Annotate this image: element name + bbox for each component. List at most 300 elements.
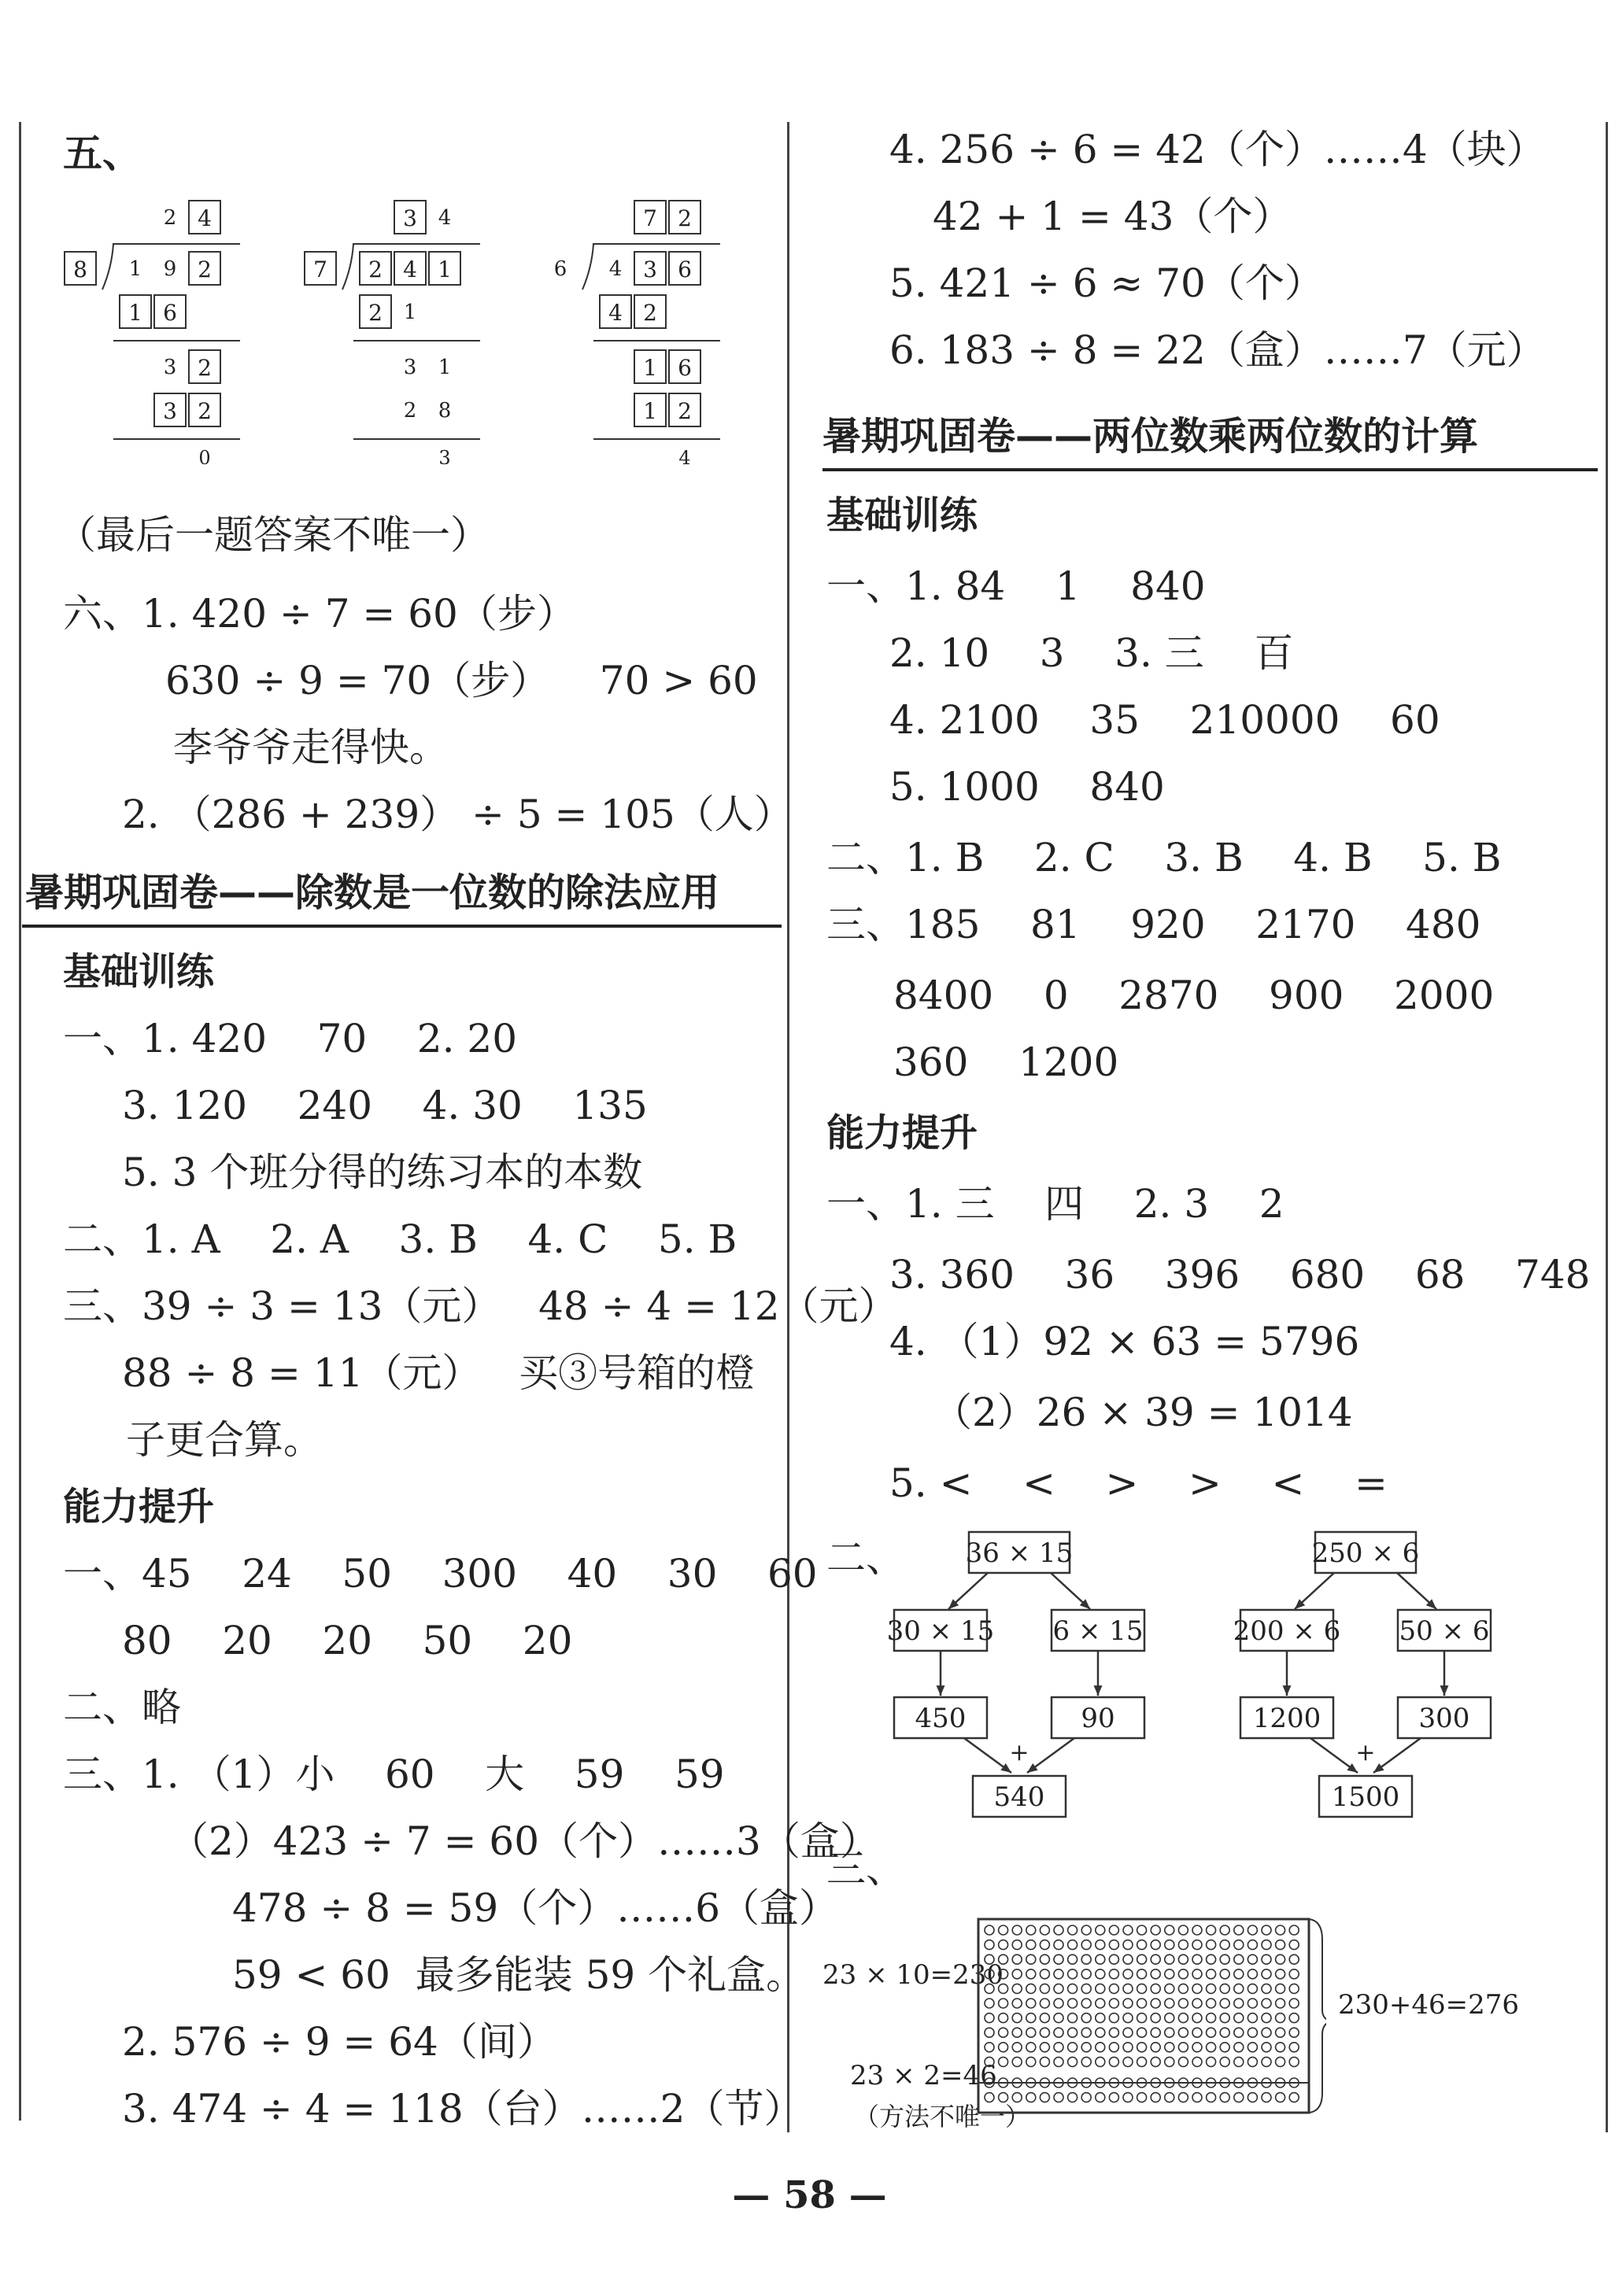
dot bbox=[1109, 1940, 1118, 1950]
dot bbox=[1096, 1969, 1105, 1979]
left-basic-4: 二、1. A 2. A 3. B 4. C 5. B bbox=[63, 1216, 737, 1262]
dot bbox=[999, 1969, 1008, 1979]
left-ability-2: 80 20 20 50 20 bbox=[122, 1618, 573, 1663]
div1-quotient-1: 4 bbox=[438, 206, 452, 230]
dot bbox=[1040, 2093, 1049, 2102]
dot bbox=[1276, 2043, 1285, 2052]
left-basic-3: 5. 3 个班分得的练习本的本数 bbox=[122, 1150, 643, 1195]
dot bbox=[1289, 1984, 1299, 1993]
left-basic-6: 88 ÷ 8 = 11（元） 买③号箱的橙 bbox=[122, 1350, 756, 1396]
dot bbox=[1262, 1940, 1271, 1950]
dot bbox=[1012, 1999, 1022, 2008]
dot bbox=[1109, 2043, 1118, 2052]
dot bbox=[1096, 2093, 1105, 2102]
dot bbox=[1276, 2028, 1285, 2037]
dot bbox=[1289, 1925, 1299, 1935]
dot bbox=[1123, 2028, 1133, 2037]
dot bbox=[1054, 2057, 1063, 2066]
div2-dividend-0: 4 bbox=[608, 257, 623, 281]
dot bbox=[1165, 1955, 1174, 1964]
dot bbox=[1178, 1999, 1188, 2008]
dot bbox=[1137, 1999, 1147, 2008]
dot bbox=[1248, 2057, 1257, 2066]
dot bbox=[1192, 2028, 1202, 2037]
dot bbox=[1081, 2014, 1091, 2023]
dot bbox=[1137, 1925, 1147, 1935]
div0-dividend-2: 2 bbox=[198, 257, 212, 282]
div1-dividend-1: 4 bbox=[403, 257, 417, 282]
dot bbox=[1234, 1940, 1244, 1950]
dot bbox=[1276, 1940, 1285, 1950]
dot-label-top: 23 × 10=230 bbox=[822, 1959, 1004, 1991]
dot bbox=[1207, 1940, 1216, 1950]
section-5-label: 五、 bbox=[63, 130, 142, 176]
dot bbox=[1248, 2043, 1257, 2052]
dot bbox=[1040, 1940, 1049, 1950]
dot bbox=[1248, 1925, 1257, 1935]
tree1-left: 200 × 6 bbox=[1233, 1615, 1341, 1647]
dot bbox=[1289, 1940, 1299, 1950]
left-basic-1: 一、1. 420 70 2. 20 bbox=[63, 1016, 518, 1061]
right-ability-1: 一、1. 三 四 2. 3 2 bbox=[826, 1181, 1284, 1227]
dot bbox=[985, 1999, 994, 2008]
tree0-sum: 540 bbox=[993, 1781, 1045, 1813]
sec6-line-2: 630 ÷ 9 = 70（步） 70 > 60 bbox=[165, 658, 758, 703]
right-ability-4: （2）26 × 39 = 1014 bbox=[933, 1390, 1353, 1435]
dot bbox=[1068, 1925, 1077, 1935]
dot bbox=[1220, 1955, 1229, 1964]
dot bbox=[1151, 1999, 1160, 2008]
dot bbox=[1109, 1999, 1118, 2008]
page-number: — 58 — bbox=[732, 2173, 887, 2217]
dot bbox=[1207, 2014, 1216, 2023]
dot bbox=[1178, 2043, 1188, 2052]
dot-array-diagram bbox=[972, 1916, 1326, 2128]
dot bbox=[1151, 1940, 1160, 1950]
right-basic-8: 360 1200 bbox=[893, 1039, 1119, 1085]
section-3-note: （方法不唯一） bbox=[854, 2102, 1031, 2132]
dot bbox=[1151, 2093, 1160, 2102]
dot bbox=[1054, 2093, 1063, 2102]
dot bbox=[1137, 2028, 1147, 2037]
dot bbox=[999, 1955, 1008, 1964]
right-ability-3: 4. （1）92 × 63 = 5796 bbox=[889, 1319, 1360, 1364]
right-top-2: 42 + 1 = 43（个） bbox=[933, 194, 1292, 239]
dot bbox=[1276, 1969, 1285, 1979]
div2-subtract2-0: 1 bbox=[643, 398, 657, 424]
left-margin-rule bbox=[19, 122, 21, 2121]
dot bbox=[1289, 1955, 1299, 1964]
left-basic-title: 基础训练 bbox=[63, 950, 215, 994]
div1-subtract1-1: 1 bbox=[403, 301, 417, 324]
dot bbox=[1248, 1955, 1257, 1964]
dot bbox=[1123, 1984, 1133, 1993]
dot bbox=[1123, 1999, 1133, 2008]
left-basic-7: 子更合算。 bbox=[126, 1417, 323, 1463]
dot bbox=[1151, 2014, 1160, 2023]
dot bbox=[1220, 2057, 1229, 2066]
dot bbox=[1081, 1955, 1091, 1964]
dot bbox=[1248, 2014, 1257, 2023]
dot bbox=[1012, 1984, 1022, 1993]
dot bbox=[1081, 2043, 1091, 2052]
dot bbox=[1220, 2028, 1229, 2037]
dot bbox=[1068, 1984, 1077, 1993]
dot bbox=[1165, 2028, 1174, 2037]
div1-subtract2-0: 2 bbox=[403, 399, 417, 423]
dot bbox=[1262, 1955, 1271, 1964]
dot bbox=[1040, 1984, 1049, 1993]
dot bbox=[1234, 2028, 1244, 2037]
dot bbox=[1178, 1984, 1188, 1993]
div2-subtract1-1: 2 bbox=[643, 300, 657, 326]
div0-dividend-1: 9 bbox=[163, 257, 177, 281]
dot bbox=[1054, 1969, 1063, 1979]
dot bbox=[1276, 1955, 1285, 1964]
div1-remainder-step-0: 3 bbox=[403, 356, 417, 379]
dot bbox=[1012, 2028, 1022, 2037]
dot bbox=[985, 1984, 994, 1993]
dot bbox=[1262, 2028, 1271, 2037]
dot bbox=[1096, 2057, 1105, 2066]
dot bbox=[1289, 2043, 1299, 2052]
dot bbox=[1276, 1925, 1285, 1935]
div2-subtract1-0: 4 bbox=[608, 300, 623, 326]
dot bbox=[999, 2028, 1008, 2037]
dot bbox=[1026, 2043, 1036, 2052]
right-section-title: 暑期巩固卷——两位数乘两位数的计算 bbox=[822, 414, 1479, 459]
dot bbox=[1178, 2093, 1188, 2102]
dot bbox=[1234, 1969, 1244, 1979]
dot bbox=[1137, 1969, 1147, 1979]
dot bbox=[1054, 2028, 1063, 2037]
div2-dividend-1: 3 bbox=[643, 257, 657, 282]
dot bbox=[1054, 2043, 1063, 2052]
dot bbox=[1289, 2057, 1299, 2066]
dot-label-bottom: 23 × 2=46 bbox=[850, 2060, 997, 2091]
dot bbox=[1178, 1955, 1188, 1964]
dot bbox=[1096, 1999, 1105, 2008]
dot bbox=[999, 2057, 1008, 2066]
right-top-1: 4. 256 ÷ 6 = 42（个）……4（块） bbox=[889, 127, 1546, 172]
dot bbox=[1026, 2014, 1036, 2023]
div0-subtract1-0: 1 bbox=[128, 300, 142, 326]
left-basic-5: 三、39 ÷ 3 = 13（元） 48 ÷ 4 = 12（元） bbox=[63, 1283, 898, 1329]
dot bbox=[1207, 2093, 1216, 2102]
dot bbox=[1123, 1940, 1133, 1950]
dot bbox=[985, 1955, 994, 1964]
dot bbox=[1068, 2043, 1077, 2052]
dot bbox=[985, 2043, 994, 2052]
div2-quotient-1: 2 bbox=[678, 205, 692, 231]
dot bbox=[985, 2014, 994, 2023]
dot bbox=[1192, 1925, 1202, 1935]
tree0-arrow-right-down-head bbox=[1094, 1685, 1103, 1696]
left-ability-6: 478 ÷ 8 = 59（个）……6（盒） bbox=[232, 1885, 839, 1931]
dot bbox=[1262, 2093, 1271, 2102]
div2-remainder-step-0: 1 bbox=[643, 355, 657, 381]
dot bbox=[985, 1925, 994, 1935]
left-ability-5: （2）423 ÷ 7 = 60（个）……3（盒） bbox=[169, 1818, 879, 1864]
left-ability-9: 3. 474 ÷ 4 = 118（台）……2（节） bbox=[122, 2086, 804, 2132]
right-basic-title: 基础训练 bbox=[826, 493, 978, 537]
dot bbox=[1262, 1999, 1271, 2008]
div0-dividend-0: 1 bbox=[128, 257, 142, 281]
dot bbox=[1109, 1969, 1118, 1979]
dot bbox=[1192, 2014, 1202, 2023]
right-top-4: 6. 183 ÷ 8 = 22（盒）……7（元） bbox=[889, 327, 1546, 373]
dot bbox=[1220, 1940, 1229, 1950]
dot bbox=[1040, 2028, 1049, 2037]
dot bbox=[1040, 2014, 1049, 2023]
dot bbox=[1026, 2093, 1036, 2102]
dot bbox=[1040, 1969, 1049, 1979]
div1-quotient-0: 3 bbox=[403, 205, 417, 231]
dot bbox=[1207, 2057, 1216, 2066]
left-ability-4: 三、1. （1）小 60 大 59 59 bbox=[63, 1752, 725, 1797]
dot bbox=[1137, 2014, 1147, 2023]
dot bbox=[1220, 1925, 1229, 1935]
dot bbox=[1026, 2028, 1036, 2037]
dot bbox=[1123, 1969, 1133, 1979]
dot bbox=[1165, 2093, 1174, 2102]
dot bbox=[999, 1940, 1008, 1950]
div1-remainder: 3 bbox=[438, 447, 451, 464]
dot bbox=[1234, 2014, 1244, 2023]
dot bbox=[999, 1984, 1008, 1993]
right-ability-5: 5. < < > > < = bbox=[889, 1460, 1388, 1506]
dot bbox=[1068, 2028, 1077, 2037]
left-ability-7: 59 < 60 最多能装 59 个礼盒。 bbox=[232, 1952, 806, 1998]
dot bbox=[1012, 2043, 1022, 2052]
dot bbox=[1012, 2014, 1022, 2023]
dot bbox=[1192, 2043, 1202, 2052]
dot bbox=[1192, 1940, 1202, 1950]
dot bbox=[985, 2057, 994, 2066]
dot bbox=[1262, 2057, 1271, 2066]
div1-dividend-2: 1 bbox=[438, 257, 452, 282]
dot bbox=[1151, 2043, 1160, 2052]
dot bbox=[1165, 1999, 1174, 2008]
dot bbox=[1123, 2057, 1133, 2066]
dot bbox=[1192, 1984, 1202, 1993]
dot bbox=[1192, 1955, 1202, 1964]
dot bbox=[1276, 1984, 1285, 1993]
dot bbox=[1207, 1984, 1216, 1993]
dot bbox=[1207, 1955, 1216, 1964]
dot bbox=[1234, 1999, 1244, 2008]
div2-divisor: 6 bbox=[553, 257, 567, 281]
div2-subtract2-1: 2 bbox=[678, 398, 692, 424]
dot bbox=[1151, 2057, 1160, 2066]
dot bbox=[1178, 1925, 1188, 1935]
div0-remainder-step-0: 3 bbox=[163, 356, 177, 379]
dot bbox=[1123, 1955, 1133, 1964]
dot bbox=[985, 2093, 994, 2102]
dot bbox=[985, 2028, 994, 2037]
dot bbox=[1068, 2014, 1077, 2023]
dot bbox=[1178, 1940, 1188, 1950]
dot bbox=[1081, 1940, 1091, 1950]
dot bbox=[1096, 1940, 1105, 1950]
dot bbox=[1262, 2014, 1271, 2023]
dot bbox=[1040, 1955, 1049, 1964]
dot bbox=[1220, 1999, 1229, 2008]
dot bbox=[1068, 1969, 1077, 1979]
dot bbox=[1081, 1999, 1091, 2008]
dot bbox=[1289, 2028, 1299, 2037]
dot bbox=[1096, 2014, 1105, 2023]
dot bbox=[999, 2014, 1008, 2023]
tree0-left-value: 450 bbox=[915, 1703, 967, 1734]
dot bbox=[1248, 1999, 1257, 2008]
dot bbox=[985, 1969, 994, 1979]
dot bbox=[1012, 1969, 1022, 1979]
dot bbox=[1207, 1999, 1216, 2008]
dot bbox=[1137, 2057, 1147, 2066]
dot bbox=[1096, 2043, 1105, 2052]
dot bbox=[1054, 1999, 1063, 2008]
dot bbox=[1165, 2014, 1174, 2023]
right-sec2-label: 二、 bbox=[826, 1535, 905, 1581]
dot bbox=[1054, 1925, 1063, 1935]
div1-dividend-0: 2 bbox=[368, 257, 383, 282]
sec6-line-1: 六、1. 420 ÷ 7 = 60（步） bbox=[63, 591, 576, 637]
dot bbox=[1012, 1940, 1022, 1950]
right-brace bbox=[1309, 1919, 1326, 2113]
div0-quotient-0: 2 bbox=[163, 206, 177, 230]
dot bbox=[1109, 2057, 1118, 2066]
dot bbox=[999, 1925, 1008, 1935]
dot bbox=[1026, 1925, 1036, 1935]
dot bbox=[1026, 2057, 1036, 2066]
dot bbox=[1207, 1925, 1216, 1935]
dot bbox=[1081, 1969, 1091, 1979]
div2-remainder: 4 bbox=[678, 447, 691, 464]
div0-subtract1-1: 6 bbox=[163, 300, 177, 326]
dot bbox=[985, 1940, 994, 1950]
dot bbox=[1262, 2043, 1271, 2052]
dot bbox=[999, 2043, 1008, 2052]
right-sec3-label: 三、 bbox=[826, 1846, 905, 1892]
div2-remainder-step-1: 6 bbox=[678, 355, 692, 381]
div1-remainder-step-1: 1 bbox=[438, 356, 452, 379]
dot bbox=[1068, 1940, 1077, 1950]
dot bbox=[1109, 2093, 1118, 2102]
div1-divisor: 7 bbox=[313, 257, 327, 282]
dot bbox=[1276, 2093, 1285, 2102]
right-ability-title: 能力提升 bbox=[826, 1111, 978, 1155]
dot bbox=[1109, 1955, 1118, 1964]
dot bbox=[1192, 1969, 1202, 1979]
dot bbox=[1165, 2043, 1174, 2052]
div0-subtract2-1: 2 bbox=[198, 398, 212, 424]
sec6-line-4: 2. （286 + 239） ÷ 5 = 105（人） bbox=[122, 792, 793, 837]
dot bbox=[1026, 1969, 1036, 1979]
tree0-top: 36 × 15 bbox=[965, 1537, 1074, 1569]
right-ability-2: 3. 360 36 396 680 68 748 bbox=[889, 1252, 1591, 1297]
dot bbox=[1207, 2043, 1216, 2052]
dot bbox=[1068, 1955, 1077, 1964]
dot-label-right: 230+46=276 bbox=[1338, 1989, 1520, 2021]
dot bbox=[1081, 1984, 1091, 1993]
dot bbox=[1012, 2093, 1022, 2102]
dot bbox=[1137, 1940, 1147, 1950]
dot bbox=[1165, 1925, 1174, 1935]
dot bbox=[1123, 1925, 1133, 1935]
dot bbox=[1054, 1984, 1063, 1993]
dot bbox=[1137, 1984, 1147, 1993]
multiplication-trees bbox=[874, 1523, 1582, 1829]
dot bbox=[1234, 2057, 1244, 2066]
dot bbox=[1109, 2014, 1118, 2023]
dot bbox=[1248, 1969, 1257, 1979]
dot bbox=[1220, 1984, 1229, 1993]
div2-quotient-0: 7 bbox=[643, 205, 657, 231]
dot bbox=[1192, 2093, 1202, 2102]
dot bbox=[1151, 1984, 1160, 1993]
dot bbox=[1040, 2057, 1049, 2066]
section-5-note: （最后一题答案不唯一） bbox=[57, 512, 490, 558]
dot bbox=[1234, 2043, 1244, 2052]
dot bbox=[1137, 2043, 1147, 2052]
dot bbox=[1026, 1984, 1036, 1993]
dot bbox=[1012, 2057, 1022, 2066]
right-basic-5: 二、1. B 2. C 3. B 4. B 5. B bbox=[826, 835, 1502, 880]
dot bbox=[1276, 2057, 1285, 2066]
dot bbox=[1234, 2093, 1244, 2102]
dot bbox=[1220, 1969, 1229, 1979]
dot bbox=[1178, 2057, 1188, 2066]
dot bbox=[1289, 2014, 1299, 2023]
dot bbox=[1276, 1999, 1285, 2008]
dot bbox=[999, 2093, 1008, 2102]
dot bbox=[1026, 1940, 1036, 1950]
dot bbox=[1123, 2093, 1133, 2102]
dot bbox=[1012, 1955, 1022, 1964]
dot bbox=[1081, 2093, 1091, 2102]
left-ability-8: 2. 576 ÷ 9 = 64（间） bbox=[122, 2019, 556, 2065]
left-basic-2: 3. 120 240 4. 30 135 bbox=[122, 1083, 648, 1128]
dot bbox=[1012, 1925, 1022, 1935]
dot bbox=[1248, 2028, 1257, 2037]
dot bbox=[1109, 2028, 1118, 2037]
right-basic-3: 4. 2100 35 210000 60 bbox=[889, 697, 1440, 743]
tree1-arrow-right-down-head bbox=[1440, 1685, 1449, 1696]
dot bbox=[1096, 1925, 1105, 1935]
dot bbox=[1096, 1984, 1105, 1993]
tree1-right-value: 300 bbox=[1418, 1703, 1470, 1734]
dot bbox=[1096, 1955, 1105, 1964]
div0-divisor: 8 bbox=[73, 257, 87, 282]
div0-quotient-1: 4 bbox=[198, 205, 212, 231]
right-basic-1: 一、1. 84 1 840 bbox=[826, 563, 1206, 609]
dot bbox=[1220, 2043, 1229, 2052]
left-ability-1: 一、45 24 50 300 40 30 60 bbox=[63, 1551, 818, 1596]
dot bbox=[1289, 1999, 1299, 2008]
dot bbox=[1289, 2093, 1299, 2102]
dot bbox=[1178, 1969, 1188, 1979]
dot bbox=[1068, 2093, 1077, 2102]
dot bbox=[1054, 2014, 1063, 2023]
dot bbox=[1234, 1955, 1244, 1964]
dot bbox=[1054, 1940, 1063, 1950]
div0-remainder: 0 bbox=[198, 447, 211, 464]
div0-subtract2-0: 3 bbox=[163, 398, 177, 424]
dot bbox=[1123, 2043, 1133, 2052]
dot bbox=[1137, 2093, 1147, 2102]
tree1-left-value: 1200 bbox=[1252, 1703, 1321, 1734]
